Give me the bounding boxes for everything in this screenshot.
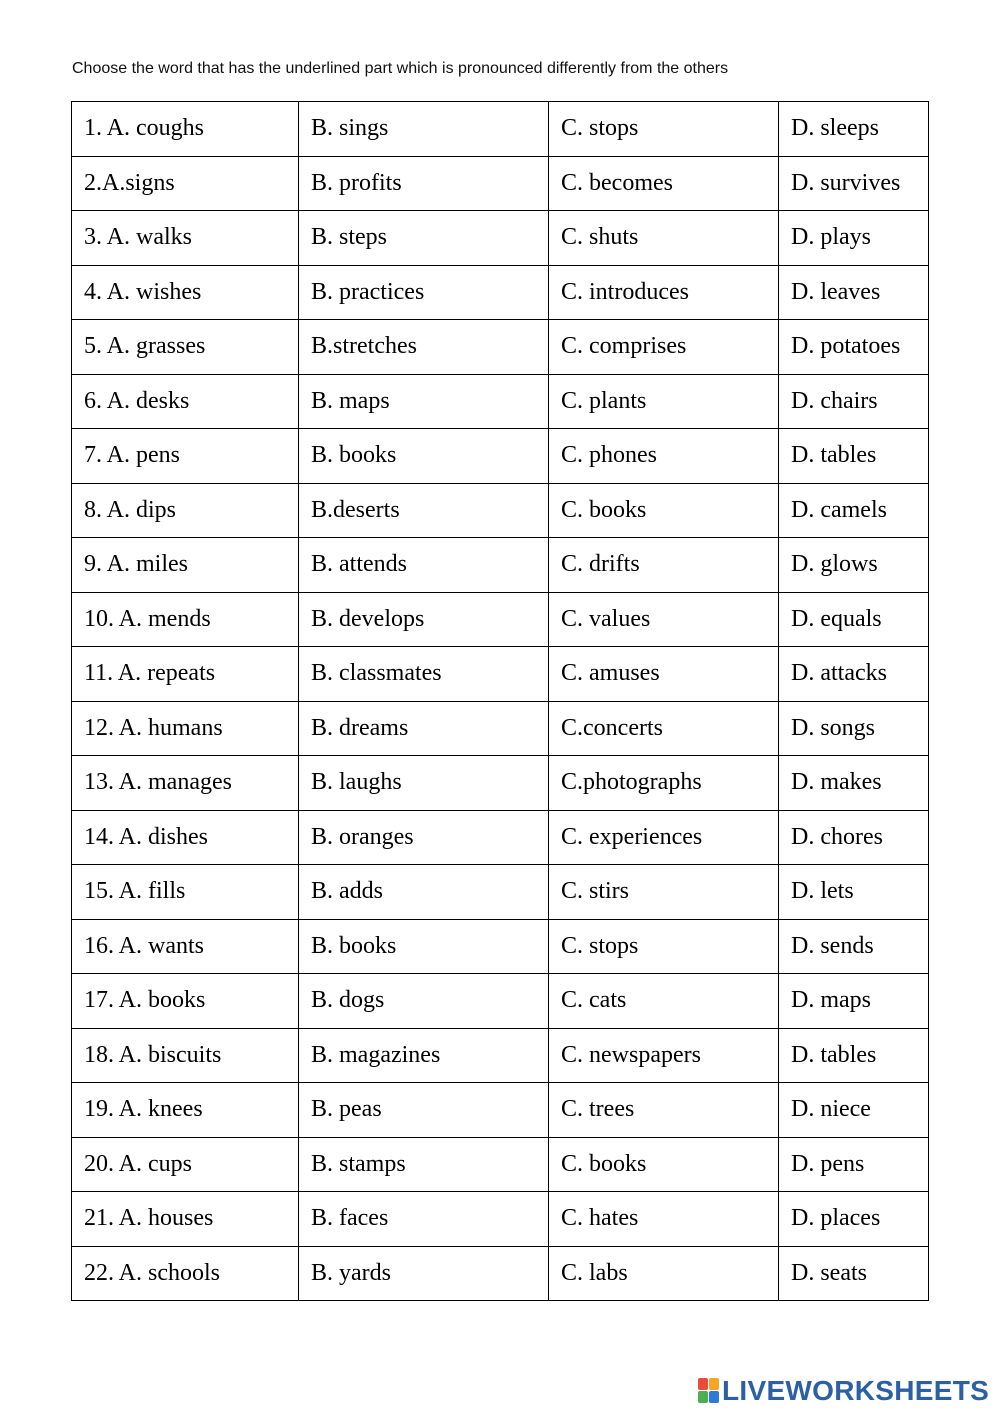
option-d-cell: D. camels [779,483,929,538]
liveworksheets-brand [698,1377,989,1405]
option-c-cell: C. plants [549,374,779,429]
option-b-cell: B. peas [299,1083,549,1138]
question-row [72,647,929,702]
option-a-cell: 22. A. schools [72,1246,299,1301]
option-a-cell: 19. A. knees [72,1083,299,1138]
option-d-cell: D. sleeps [779,102,929,157]
option-d-cell: D. lets [779,865,929,920]
option-a-cell: 18. A. biscuits [72,1028,299,1083]
option-b-cell: B. classmates [299,647,549,702]
option-c-cell: C. trees [549,1083,779,1138]
question-row [72,865,929,920]
liveworksheets-logo-icon [698,1378,720,1404]
option-d-cell: D. places [779,1192,929,1247]
option-b-cell: B. maps [299,374,549,429]
question-row [72,374,929,429]
option-d-cell: D. attacks [779,647,929,702]
option-c-cell: C. cats [549,974,779,1029]
option-c-cell: C.photographs [549,756,779,811]
option-b-cell: B. yards [299,1246,549,1301]
option-a-cell: 3. A. walks [72,211,299,266]
question-row [72,102,929,157]
option-d-cell: D. potatoes [779,320,929,375]
option-d-cell: D. glows [779,538,929,593]
question-row [72,538,929,593]
question-row [72,974,929,1029]
question-row [72,483,929,538]
option-b-cell: B. dogs [299,974,549,1029]
instruction-text: Choose the word that has the underlined part which is pronounced differently from the others [72,60,729,77]
option-a-cell: 7. A. pens [72,429,299,484]
option-b-cell: B. steps [299,211,549,266]
question-row [72,701,929,756]
option-a-cell: 2.A.signs [72,156,299,211]
option-a-cell: 11. A. repeats [72,647,299,702]
question-row [72,1246,929,1301]
question-row [72,429,929,484]
option-d-cell: D. tables [779,429,929,484]
option-c-cell: C. experiences [549,810,779,865]
option-b-cell: B. laughs [299,756,549,811]
option-c-cell: C. hates [549,1192,779,1247]
option-a-cell: 8. A. dips [72,483,299,538]
option-a-cell: 13. A. manages [72,756,299,811]
option-d-cell: D. sends [779,919,929,974]
option-b-cell: B.stretches [299,320,549,375]
option-c-cell: C. introduces [549,265,779,320]
option-a-cell: 4. A. wishes [72,265,299,320]
option-c-cell: C. amuses [549,647,779,702]
option-b-cell: B. attends [299,538,549,593]
option-b-cell: B. sings [299,102,549,157]
option-a-cell: 12. A. humans [72,701,299,756]
option-c-cell: C. labs [549,1246,779,1301]
question-row [72,756,929,811]
question-row [72,320,929,375]
option-b-cell: B. magazines [299,1028,549,1083]
option-b-cell: B. books [299,919,549,974]
option-c-cell: C. books [549,1137,779,1192]
option-c-cell: C. stops [549,102,779,157]
question-row [72,156,929,211]
option-d-cell: D. maps [779,974,929,1029]
option-c-cell: C. comprises [549,320,779,375]
option-c-cell: C. shuts [549,211,779,266]
option-a-cell: 15. A. fills [72,865,299,920]
option-d-cell: D. pens [779,1137,929,1192]
option-a-cell: 10. A. mends [72,592,299,647]
option-d-cell: D. survives [779,156,929,211]
option-c-cell: C. values [549,592,779,647]
option-c-cell: C. stops [549,919,779,974]
logo-square-orange [709,1378,719,1390]
question-table [71,101,929,1301]
option-d-cell: D. plays [779,211,929,266]
logo-square-red [698,1378,708,1390]
option-d-cell: D. songs [779,701,929,756]
option-b-cell: B. dreams [299,701,549,756]
option-c-cell: C. drifts [549,538,779,593]
option-a-cell: 14. A. dishes [72,810,299,865]
logo-square-blue [709,1391,719,1403]
option-c-cell: C. becomes [549,156,779,211]
option-b-cell: B. adds [299,865,549,920]
question-row [72,1192,929,1247]
option-d-cell: D. chores [779,810,929,865]
option-d-cell: D. chairs [779,374,929,429]
option-a-cell: 1. A. coughs [72,102,299,157]
option-b-cell: B. stamps [299,1137,549,1192]
option-b-cell: B. oranges [299,810,549,865]
option-a-cell: 9. A. miles [72,538,299,593]
question-row [72,1137,929,1192]
option-b-cell: B. develops [299,592,549,647]
option-d-cell: D. tables [779,1028,929,1083]
question-row [72,211,929,266]
question-row [72,592,929,647]
question-table-body [72,102,929,1301]
option-d-cell: D. leaves [779,265,929,320]
option-c-cell: C. stirs [549,865,779,920]
option-a-cell: 20. A. cups [72,1137,299,1192]
question-row [72,810,929,865]
logo-square-green [698,1391,708,1403]
question-row [72,1083,929,1138]
option-d-cell: D. niece [779,1083,929,1138]
option-b-cell: B.deserts [299,483,549,538]
option-c-cell: C. phones [549,429,779,484]
option-c-cell: C.concerts [549,701,779,756]
option-a-cell: 16. A. wants [72,919,299,974]
option-b-cell: B. books [299,429,549,484]
option-b-cell: B. practices [299,265,549,320]
question-row [72,1028,929,1083]
question-row [72,265,929,320]
option-c-cell: C. newspapers [549,1028,779,1083]
option-a-cell: 6. A. desks [72,374,299,429]
option-d-cell: D. equals [779,592,929,647]
option-a-cell: 17. A. books [72,974,299,1029]
option-b-cell: B. profits [299,156,549,211]
option-c-cell: C. books [549,483,779,538]
option-d-cell: D. seats [779,1246,929,1301]
option-b-cell: B. faces [299,1192,549,1247]
option-d-cell: D. makes [779,756,929,811]
option-a-cell: 21. A. houses [72,1192,299,1247]
question-row [72,919,929,974]
brand-text: LIVEWORKSHEETS [722,1375,990,1406]
option-a-cell: 5. A. grasses [72,320,299,375]
